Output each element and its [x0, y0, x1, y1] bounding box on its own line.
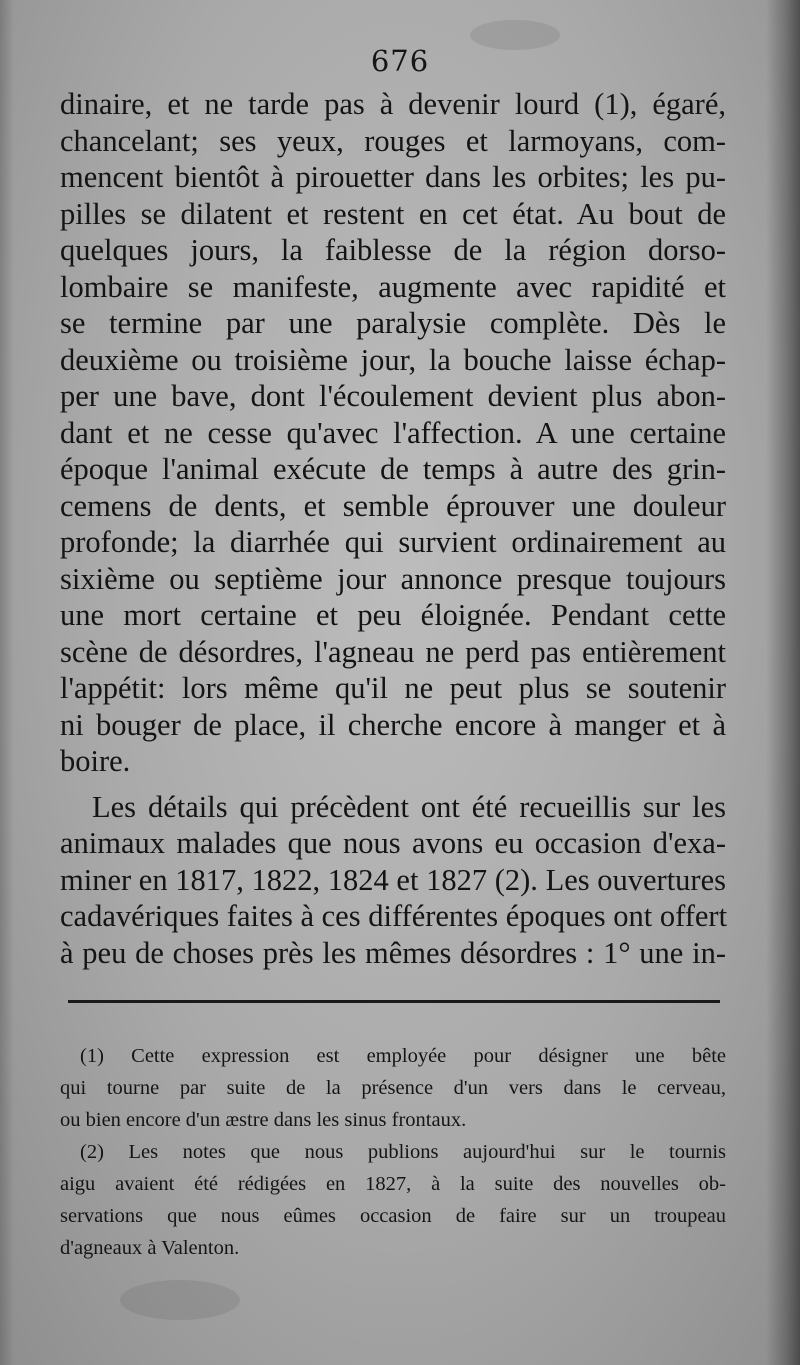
page-left-shadow	[0, 0, 14, 1365]
text-line: sixième ou septième jour annonce presque toujours	[60, 561, 726, 596]
text-line: quelques jours, la faiblesse de la région dorso-	[60, 233, 726, 267]
text-line: scène de désordres, l'agneau ne perd pas entièrement	[60, 634, 726, 669]
text-line: chancelant; ses yeux, rouges et larmoyans, com-	[60, 123, 726, 158]
footnote-line: servations que nous eûmes occasion de faire sur un troupeau	[60, 1205, 726, 1227]
text-line: dant et ne cesse qu'avec l'affection. A une certaine	[60, 415, 726, 450]
footnote-line: qui tourne par suite de la présence d'un vers dans le cerveau,	[60, 1077, 726, 1099]
footnote-divider	[68, 1000, 720, 1003]
footnote-line: d'agneaux à Valenton.	[60, 1237, 240, 1259]
page-number: 676	[370, 44, 430, 78]
text-line: boire.	[60, 744, 131, 778]
text-line: per une bave, dont l'écoulement devient plus abon-	[60, 379, 726, 413]
page-right-shadow	[766, 0, 800, 1365]
paper-stain	[120, 1280, 240, 1320]
footnote-line: (1) Cette expression est employée pour désigner une bête	[80, 1045, 726, 1067]
text-line: miner en 1817, 1822, 1824 et 1827 (2). Les ouvertures	[60, 862, 726, 897]
text-line: époque l'animal exécute de temps à autre des grin-	[60, 452, 726, 486]
text-line: ni bouger de place, il cherche encore à manger et à	[60, 707, 726, 742]
text-line: lombaire se manifeste, augmente avec rapidité et	[60, 269, 726, 304]
text-line: l'appétit: lors même qu'il ne peut plus se soutenir	[60, 671, 726, 705]
text-line: animaux malades que nous avons eu occasion d'exa-	[60, 826, 726, 860]
footnote-line: aigu avaient été rédigées en 1827, à la suite des nouvelles ob-	[60, 1173, 726, 1195]
text-line: à peu de choses près les mêmes désordres : 1° une in-	[60, 935, 726, 970]
text-line: se termine par une paralysie complète. Dès le	[60, 306, 726, 340]
text-line: deuxième ou troisième jour, la bouche laisse échap-	[60, 342, 726, 377]
footnotes	[60, 1040, 726, 1264]
main-text	[60, 86, 726, 971]
footnote-line: ou bien encore d'un æstre dans les sinus frontaux.	[60, 1109, 467, 1131]
footnote-line: (2) Les notes que nous publions aujourd'hui sur le tournis	[80, 1141, 726, 1163]
text-line: dinaire, et ne tarde pas à devenir lourd (1), égaré,	[60, 87, 726, 121]
paragraph-gap	[60, 780, 726, 789]
text-line: cemens de dents, et semble éprouver une douleur	[60, 488, 726, 523]
text-line: mencent bientôt à pirouetter dans les orbites; les pu-	[60, 160, 726, 194]
text-line: Les détails qui précèdent ont été recueillis sur les	[92, 789, 726, 824]
text-line: pilles se dilatent et restent en cet état. Au bout de	[60, 196, 726, 231]
text-line: profonde; la diarrhée qui survient ordinairement au	[60, 525, 726, 559]
text-line: une mort certaine et peu éloignée. Pendant cette	[60, 598, 726, 632]
text-line: cadavériques faites à ces différentes époques ont offert	[60, 899, 728, 933]
